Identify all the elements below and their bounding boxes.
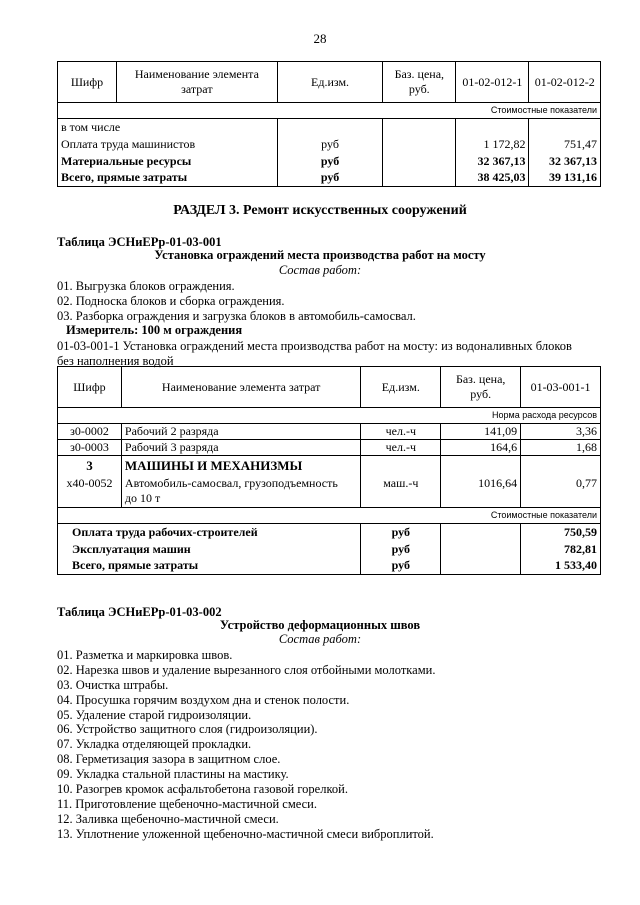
header-col1: 01-02-012-1 [456,62,529,103]
table2-work-item: 06. Устройство защитного слоя (гидроизоляции). [57,722,318,737]
table-row [58,136,601,153]
machine-price: 1016,64 [441,476,521,508]
machine-unit: маш.-ч [361,476,441,508]
table2-work-item: 03. Очистка штрабы. [57,677,169,692]
page-number: 28 [313,31,327,46]
row-value-2: 751,47 [529,136,601,153]
total-name: Эксплуатация машин [58,541,361,558]
row-unit: руб [277,170,383,187]
group-name: МАШИНЫ И МЕХАНИЗМЫ [121,456,360,476]
table-top [57,61,601,187]
table-row [58,119,601,136]
total-value: 750,59 [521,524,601,541]
total-name: Всего, прямые затраты [58,558,361,575]
row-price: 141,09 [441,424,521,440]
table-row [58,170,601,187]
total-value: 782,81 [521,541,601,558]
total-unit: руб [361,541,441,558]
table1-meter: Измеритель: 100 м ограждения [66,323,243,337]
table1-variant-line1: 01-03-001-1 Установка ограждений места производства работ на мосту: из водоналивных блоков [57,339,572,353]
table2-work-item: 01. Разметка и маркировка швов. [57,648,233,662]
table2-works-list [57,648,435,842]
row-name: Материальные ресурсы [58,153,278,170]
table2-work-item: 04. Просушка горячим воздухом дна и стенок полости. [57,692,350,707]
row-value-1: 1 172,82 [456,136,529,153]
machine-name [121,476,360,508]
row-code: з0-0002 [58,424,122,440]
table2-work-item: 12. Заливка щебеночно-мастичной смеси. [57,811,279,826]
table2-works-heading: Состав работ: [278,632,362,646]
header-unit: Ед.изм. [277,62,383,103]
row-unit: руб [277,153,383,170]
norm-section-label: Норма расхода ресурсов [58,408,601,424]
row-name: в том числе [58,119,278,136]
header-col2: 01-02-012-2 [529,62,601,103]
row-price: 164,6 [441,440,521,456]
row-name: Рабочий 3 разряда [121,440,360,456]
row-value-1: 32 367,13 [456,153,529,170]
header-unit: Ед.изм. [361,367,441,408]
table-row [58,456,601,476]
row-unit: чел.-ч [361,424,441,440]
table2-work-item: 08. Герметизация зазора в защитном слое. [57,752,281,767]
machine-name-line1: Автомобиль-самосвал, грузоподъемность [124,475,338,490]
row-code: з0-0003 [58,440,122,456]
row-value-2: 39 131,16 [529,170,601,187]
table-row [58,153,601,170]
header-price: Баз. цена, руб. [441,367,521,408]
row-unit: чел.-ч [361,440,441,456]
total-unit: руб [361,558,441,575]
machine-code: х40-0052 [58,476,122,508]
row-name: Оплата труда машинистов [58,136,278,153]
row-value-2: 32 367,13 [529,153,601,170]
total-unit: руб [361,524,441,541]
header-price: Баз. цена, руб. [383,62,456,103]
table1-variant-line2: без наполнения водой [57,354,174,368]
group-code: 3 [58,456,122,476]
row-unit: руб [277,136,383,153]
table2-work-item: 05. Удаление старой гидроизоляции. [57,707,252,722]
table2-title: Устройство деформационных швов [219,618,421,632]
table2-work-item: 09. Укладка стальной пластины на мастику. [57,767,289,782]
row-value-1: 38 425,03 [456,170,529,187]
row-value: 1,68 [521,440,601,456]
total-value: 1 533,40 [521,558,601,575]
table2-work-item: 07. Укладка отделяющей прокладки. [57,737,252,752]
table-row [58,476,601,508]
table-row [58,558,601,575]
table1-work-item: 03. Разборка ограждения и загрузка блоков в автомобиль-самосвал. [57,309,416,323]
section-title: РАЗДЕЛ 3. Ремонт искусственных сооружений [173,203,467,218]
header-code: Шифр [58,62,117,103]
table1 [57,366,601,575]
header-col1: 01-03-001-1 [521,367,601,408]
table-row [58,541,601,558]
header-name: Наименование элемента затрат [121,367,360,408]
header-name: Наименование элемента затрат [116,62,277,103]
table1-code: Таблица ЭСНиЕРр-01-03-001 [57,235,222,249]
row-name: Всего, прямые затраты [58,170,278,187]
table2-work-item: 13. Уплотнение уложенной щебеночно-мастичной смеси виброплитой. [57,826,434,841]
table2-work-item: 10. Разогрев кромок асфальтобетона газовой горелкой. [57,782,348,797]
table1-works-heading: Состав работ: [278,263,362,277]
cost-section-label: Стоимостные показатели [58,103,601,119]
table2-work-item: 11. Приготовление щебеночно-мастичной смеси. [57,796,317,811]
machine-value: 0,77 [521,476,601,508]
header-code: Шифр [58,367,122,408]
cost-section-label: Стоимостные показатели [58,508,601,524]
table2-code: Таблица ЭСНиЕРр-01-03-002 [57,605,222,619]
table-row [58,424,601,440]
table1-title: Установка ограждений места производства работ на мосту [154,248,486,262]
row-name: Рабочий 2 разряда [121,424,360,440]
table1-work-item: 01. Выгрузка блоков ограждения. [57,279,235,293]
table1-work-item: 02. Подноска блоков и сборка ограждения. [57,294,285,308]
row-value: 3,36 [521,424,601,440]
machine-name-line2: до 10 т [124,490,161,505]
table2-work-item: 02. Нарезка швов и удаление вырезанного слоя отбойными молотками. [57,662,436,677]
total-name: Оплата труда рабочих-строителей [58,524,361,541]
table-row [58,440,601,456]
table-row [58,524,601,541]
